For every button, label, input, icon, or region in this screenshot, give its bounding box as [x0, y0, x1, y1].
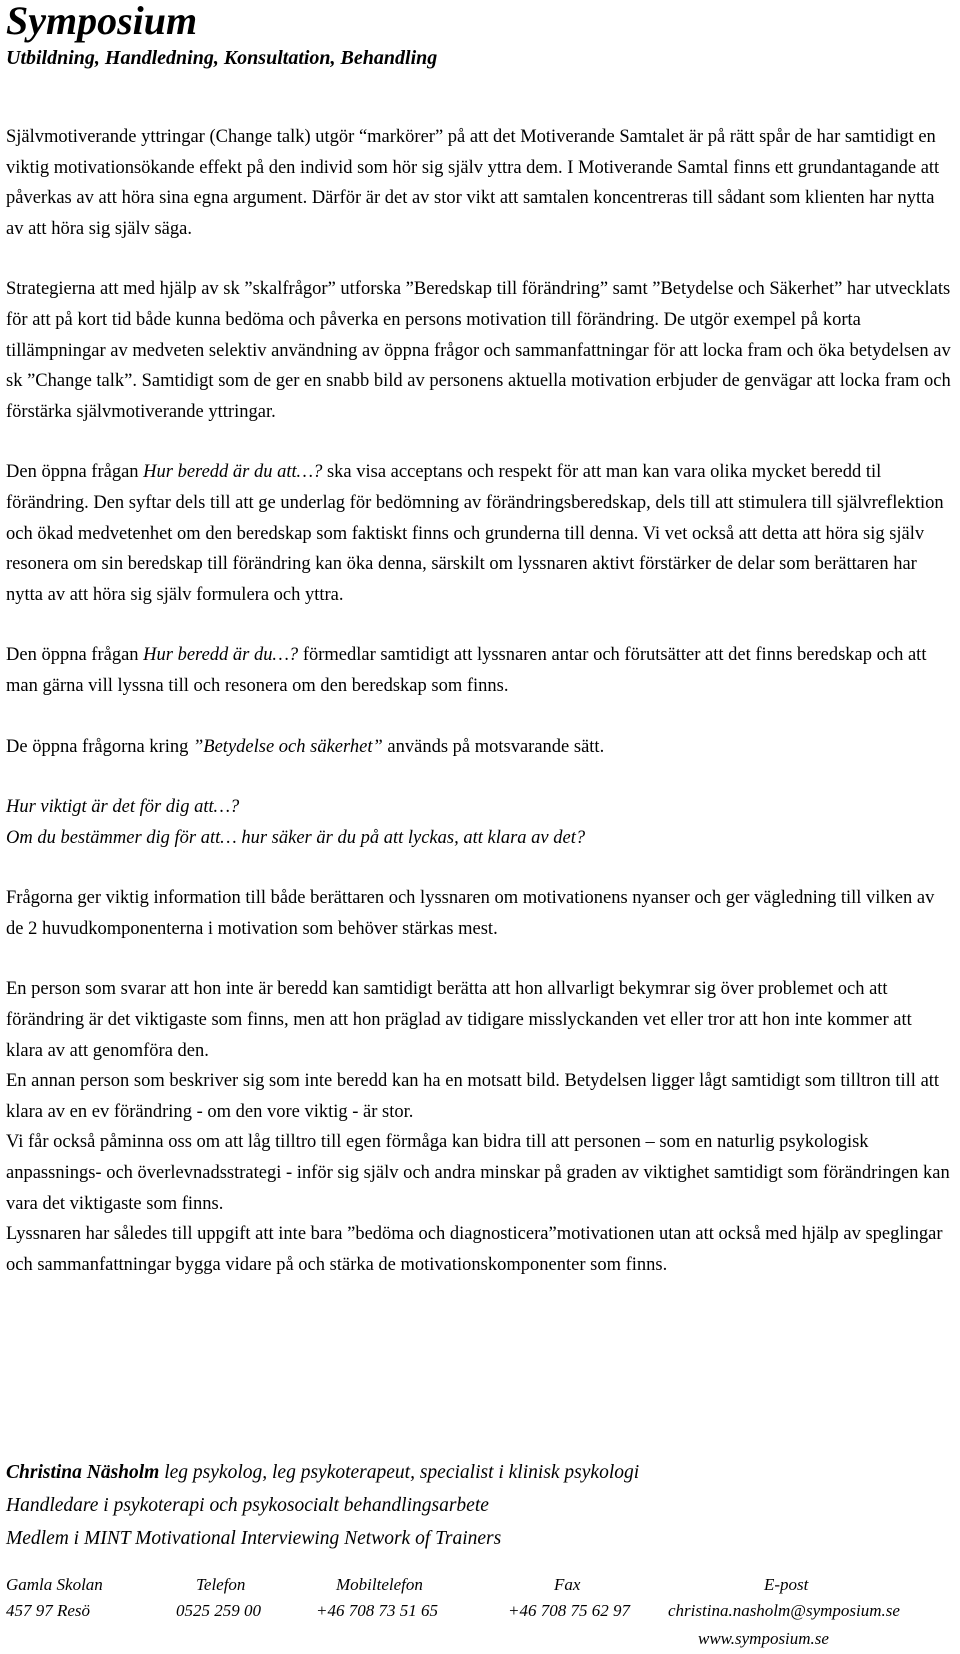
- paragraph-text: Den öppna frågan: [6, 462, 144, 483]
- paragraph-change-talk: Självmotiverande yttringar (Change talk) utgör “markörer” på att det Motiverande Samtalet är på rätt spår de har samtidigt en viktig motivationsökande effekt på den individ som hör sig själv yttra dem. I Motiverande Samtal finns ett grundantagande att påverkas av att höra sina egna argument. Därför är det av stor vikt att samtalen koncentreras till sådant som klienten har nytta av att höra sig själv säga.: [6, 127, 940, 239]
- paragraph-text: förmedlar samtidigt att lyssnaren antar och förutsätter att det finns beredskap och att man gärna vill lyssna till och resonera om den beredskap som finns.: [6, 645, 927, 696]
- email-link[interactable]: christina.nasholm@symposium.se: [668, 1601, 900, 1620]
- footer-mobile: [316, 1572, 438, 1624]
- paragraph-example-person: En person som svarar att hon inte är beredd kan samtidigt berätta att hon allvarligt bekymrar sig över problemet och att förändring är det viktigaste som finns, men att hon präglad av tidigare misslyckanden vet eller tror att hon inte kommer att klara av att genomföra den.: [6, 979, 912, 1061]
- paragraph-example-other: En annan person som beskriver sig som inte beredd kan ha en motsatt bild. Betydelsen ligger lågt samtidigt som tilltron till att klara av en ev förändring - om den vore viktig - är stor.: [6, 1071, 940, 1122]
- author-name: Christina Näsholm: [6, 1462, 160, 1483]
- address-value: 457 97 Resö: [6, 1601, 91, 1620]
- paragraph-text: används på motsvarande sätt.: [382, 736, 605, 757]
- fax-label: Fax: [554, 1575, 581, 1594]
- question-importance: Hur viktigt är det för dig att…?: [6, 797, 240, 818]
- document-body: [6, 122, 952, 1280]
- paragraph-readiness-question-2: [6, 640, 952, 701]
- email-label: E-post: [764, 1575, 809, 1594]
- paragraph-reminder: Vi får också påminna oss om att låg tilltro till egen förmåga kan bidra till att personen – som en naturlig psykologisk anpassnings- och överlevnadsstrategi - inför sig själv och andra minskar på graden av viktighet samtidigt som förändringen kan vara det viktigaste som finns.: [6, 1132, 950, 1214]
- address-label: Gamla Skolan: [6, 1575, 103, 1594]
- signature-line-3: Medlem i MINT Motivational Interviewing Network of Trainers: [6, 1528, 502, 1549]
- paragraph-text: ska visa acceptans och respekt för att man kan vara olika mycket beredd til förändring. Den syftar dels till att ge underlag för bedömning av förändringsberedskap, dels till att stimulera till självreflektion och ökad medvetenhet om den beredskap som faktiskt finns och grunderna till denna. Vi vet också att detta att höra sig själv resonera om sin beredskap till förändring kan öka denna, särskilt om lyssnaren aktivt förstärker de delar som berättaren har nytta av att höra sig själv formulera och yttra.: [6, 462, 944, 605]
- website-link[interactable]: www.symposium.se: [698, 1629, 829, 1648]
- paragraph-information: Frågorna ger viktig information till både berättaren och lyssnaren om motivationens nyanser och ger vägledning till vilken av de 2 huvudkomponenterna i motivation som behöver stärkas mest.: [6, 888, 935, 939]
- paragraph-listener-task: Lyssnaren har således till uppgift att inte bara ”bedöma och diagnosticera”motivationen utan att också med hjälp av speglingar och sammanfattningar bygga vidare på och stärka de motivationskomponenter som finns.: [6, 1224, 943, 1275]
- signature-line-2: Handledare i psykoterapi och psykosocialt behandlingsarbete: [6, 1495, 489, 1516]
- signature-block: [6, 1456, 952, 1555]
- question-text: Hur beredd är du att…?: [143, 462, 323, 483]
- footer-phone: [176, 1572, 261, 1624]
- question-text: ”Betydelse och säkerhet”: [193, 736, 383, 757]
- paragraph-text: De öppna frågorna kring: [6, 736, 193, 757]
- paragraph-readiness-question: [6, 457, 952, 610]
- letterhead: [6, 0, 437, 70]
- signature-line-1: [6, 1456, 952, 1489]
- paragraph-strategies: Strategierna att med hjälp av sk ”skalfrågor” utforska ”Beredskap till förändring” samt ”Betydelse och Säkerhet” har utvecklats för att på kort tid både kunna bedöma och påverka en persons motivation till förändring. De utgör exempel på korta tillämpningar av medveten selektiv användning av öppna frågor och sammanfattningar för att locka fram och öka betydelsen av sk ”Change talk”. Samtidigt som de ger en snabb bild av personens aktuella motivation erbjuder de genvägar att locka fram och förstärka självmotiverande yttringar.: [6, 279, 951, 422]
- question-confidence: Om du bestämmer dig för att… hur säker är du på att lyckas, att klara av det?: [6, 827, 586, 848]
- company-tagline: Utbildning, Handledning, Konsultation, Behandling: [6, 47, 438, 69]
- footer-email: [668, 1572, 900, 1624]
- mobile-value: +46 708 73 51 65: [316, 1601, 438, 1620]
- phone-value: 0525 259 00: [176, 1601, 261, 1620]
- footer-address: [6, 1572, 103, 1624]
- footer-fax: [508, 1572, 630, 1624]
- paragraph-importance-confidence: [6, 732, 952, 763]
- phone-label: Telefon: [196, 1575, 246, 1594]
- paragraph-text: Den öppna frågan: [6, 645, 144, 666]
- company-name: Symposium: [6, 0, 198, 43]
- mobile-label: Mobiltelefon: [336, 1575, 423, 1594]
- author-role: leg psykolog, leg psykoterapeut, specialist i klinisk psykologi: [159, 1462, 640, 1483]
- example-questions: [6, 792, 952, 853]
- fax-value: +46 708 75 62 97: [508, 1601, 630, 1620]
- question-text: Hur beredd är du…?: [143, 645, 299, 666]
